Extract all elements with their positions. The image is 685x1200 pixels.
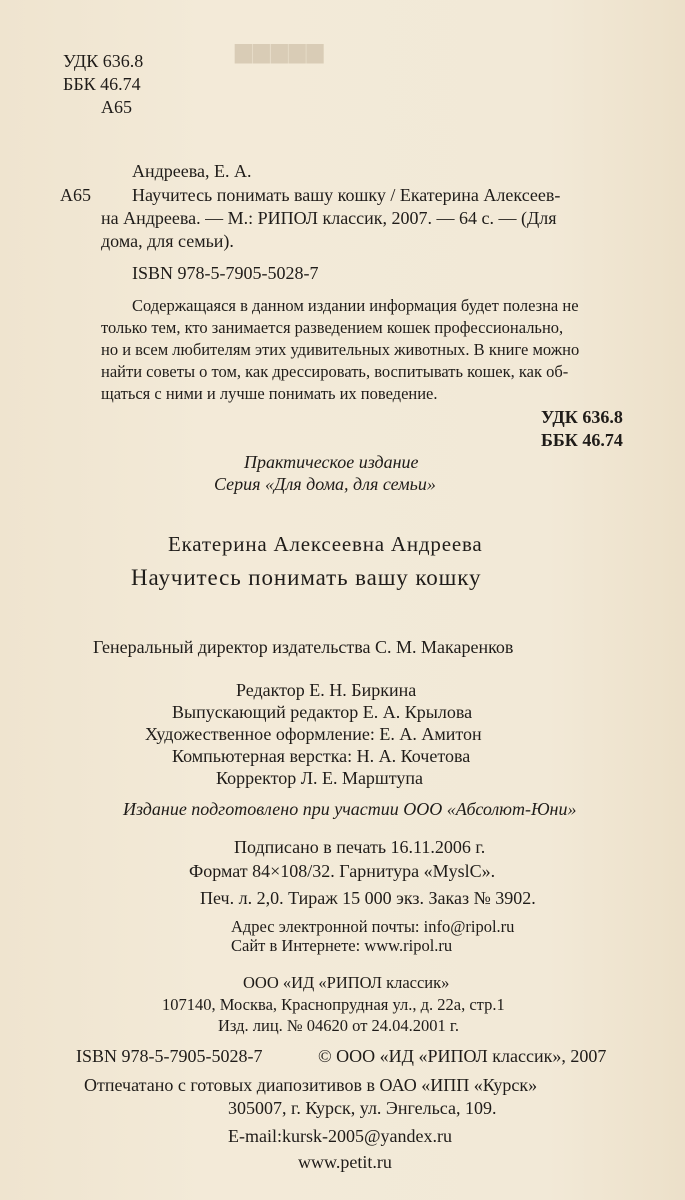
contact-site: Сайт в Интернете: www.ripol.ru	[231, 936, 453, 955]
udk-code-right: УДК 636.8	[541, 407, 623, 427]
abstract-line: Содержащаяся в данном издании информация будет полезна не	[132, 296, 579, 315]
footer-isbn: ISBN 978-5-7905-5028-7	[76, 1046, 263, 1066]
edition-type: Практическое издание	[244, 452, 419, 472]
record-code: А65	[60, 185, 91, 205]
book-author: Екатерина Алексеевна Андреева	[168, 532, 483, 556]
bbk-code: ББК 46.74	[63, 74, 141, 94]
publisher-address: 107140, Москва, Краснопрудная ул., д. 22а, стр.1	[162, 995, 505, 1014]
udk-code: УДК 636.8	[63, 51, 144, 71]
record-title-line: на Андреева. — М.: РИПОЛ классик, 2007. — 64 с. — (Для	[101, 208, 557, 228]
abstract-line: только тем, кто занимается разведением кошек профессионально,	[101, 318, 564, 337]
series-name: Серия «Для дома, для семьи»	[214, 474, 436, 494]
prepared-with: Издание подготовлено при участии ООО «Абсолют-Юни»	[123, 799, 577, 819]
record-title-line: дома, для семьи).	[101, 231, 234, 251]
contact-email: Адрес электронной почты: info@ripol.ru	[231, 917, 515, 936]
release-editor: Выпускающий редактор Е. А. Крылова	[172, 702, 473, 722]
editor: Редактор Е. Н. Биркина	[236, 680, 417, 700]
proofreader: Корректор Л. Е. Марштупа	[216, 768, 424, 788]
abstract-line: найти советы о том, как дрессировать, воспитывать кошек, как об-	[101, 362, 569, 381]
copyright: © ООО «ИД «РИПОЛ классик», 2007	[318, 1046, 607, 1066]
record-title-line: Научитесь понимать вашу кошку / Екатерина Алексеев-	[132, 185, 561, 205]
record-author: Андреева, Е. А.	[132, 161, 252, 181]
abstract-line: щаться с ними и лучше понимать их поведение.	[101, 384, 438, 403]
book-title: Научитесь понимать вашу кошку	[131, 565, 482, 590]
print-run: Печ. л. 2,0. Тираж 15 000 экз. Заказ № 3902.	[200, 888, 536, 908]
art-design: Художественное оформление: Е. А. Амитон	[145, 724, 482, 744]
signed-to-print: Подписано в печать 16.11.2006 г.	[234, 837, 486, 857]
publisher-name: ООО «ИД «РИПОЛ классик»	[243, 973, 450, 992]
publisher-license: Изд. лиц. № 04620 от 24.04.2001 г.	[218, 1016, 459, 1035]
bbk-code-right: ББК 46.74	[541, 430, 623, 450]
abstract-line: но и всем любителям этих удивительных животных. В книге можно	[101, 340, 580, 359]
printer-email: E-mail:kursk-2005@yandex.ru	[228, 1126, 453, 1146]
format-font: Формат 84×108/32. Гарнитура «MyslC».	[189, 861, 496, 881]
printer-site: www.petit.ru	[298, 1152, 392, 1172]
printer-address: 305007, г. Курск, ул. Энгельса, 109.	[228, 1098, 497, 1118]
author-sign: А65	[101, 97, 132, 117]
bleed-through-text: ▆▆▆▆▆	[235, 38, 325, 63]
record-isbn: ISBN 978-5-7905-5028-7	[132, 263, 319, 283]
general-director: Генеральный директор издательства С. М. Макаренков	[93, 637, 514, 657]
typesetting: Компьютерная верстка: Н. А. Кочетова	[172, 746, 471, 766]
printed-by: Отпечатано с готовых диапозитивов в ОАО «ИПП «Курск»	[84, 1075, 538, 1095]
